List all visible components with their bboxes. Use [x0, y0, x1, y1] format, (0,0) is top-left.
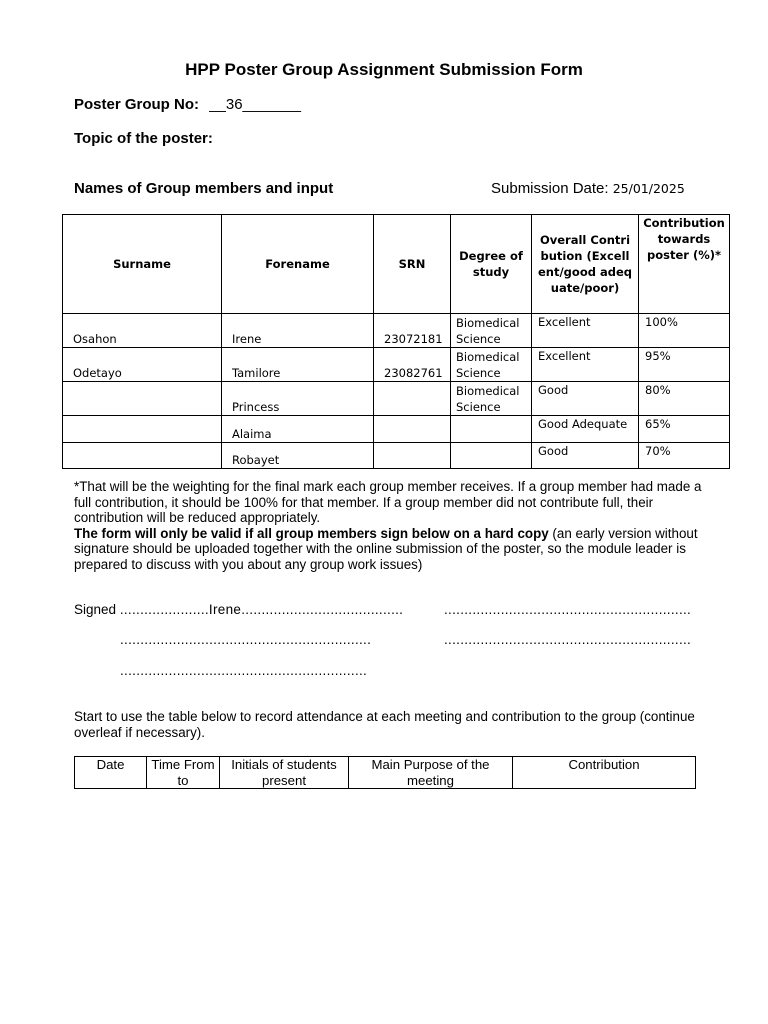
attendance-header-purpose: Main Purpose of the meeting: [349, 757, 513, 789]
header-contribution-percent: Contribution towards poster (%)*: [639, 215, 730, 314]
table-header-row: [63, 215, 730, 314]
table-row: [63, 348, 730, 382]
member-contribution-percent: 100%: [639, 314, 730, 348]
submission-date-label: Submission Date:: [491, 180, 609, 197]
member-contribution-percent: 70%: [639, 443, 730, 469]
member-srn: [374, 443, 451, 469]
member-surname: Odetayo: [63, 348, 222, 382]
poster-group-label: Poster Group No:: [74, 96, 200, 113]
member-surname: Osahon: [63, 314, 222, 348]
weighting-text: *That will be the weighting for the final mark each group member receives. If a group member had made a full contribution, it should be 100% for that member. If a group member did not contribute full, their contribution will be reduced appropriately.: [74, 479, 702, 525]
submission-date: [491, 180, 685, 197]
member-surname: [63, 443, 222, 469]
member-forename: Robayet: [222, 443, 374, 469]
member-degree: [451, 443, 532, 469]
poster-group-value: __36_______: [209, 96, 301, 113]
member-srn: [374, 382, 451, 416]
member-srn: [374, 416, 451, 443]
member-overall-contribution: Excellent: [532, 348, 639, 382]
header-srn: SRN: [374, 215, 451, 314]
attendance-intro: Start to use the table below to record attendance at each meeting and contribution to the group (continue overleaf if necessary).: [74, 709, 695, 740]
header-forename: Forename: [222, 215, 374, 314]
validity-note: [74, 526, 714, 573]
signature-irene: ......................Irene........................................: [119, 602, 404, 617]
header-surname: Surname: [63, 215, 222, 314]
member-forename: Tamilore: [222, 348, 374, 382]
member-overall-contribution: Good: [532, 443, 639, 469]
topic-label: Topic of the poster:: [74, 130, 213, 147]
signature-line-5: .............................................................: [120, 663, 368, 678]
member-surname: [63, 416, 222, 443]
signature-line-3: ..............................................................: [120, 632, 372, 647]
table-row: [63, 416, 730, 443]
member-srn: 23072181: [374, 314, 451, 348]
form-title: HPP Poster Group Assignment Submission Form: [185, 60, 583, 79]
attendance-header-contribution: Contribution: [513, 757, 696, 789]
member-forename: Princess: [222, 382, 374, 416]
member-degree: Biomedical Science: [451, 348, 532, 382]
member-surname: [63, 382, 222, 416]
signature-line-2: .............................................................: [444, 602, 692, 617]
attendance-table: [74, 756, 696, 789]
member-contribution-percent: 65%: [639, 416, 730, 443]
member-overall-contribution: Good: [532, 382, 639, 416]
table-row: [63, 443, 730, 469]
header-overall-contribution: Overall Contribution (Excellent/good adequate/poor): [532, 215, 639, 314]
weighting-note: [74, 479, 714, 572]
member-forename: Alaima: [222, 416, 374, 443]
table-row: [63, 314, 730, 348]
attendance-header-initials: Initials of students present: [220, 757, 349, 789]
validity-rest: (an early version without signature should be uploaded together with the online submission of the poster, so the module leader is prepared to discuss with you about any group work issues): [74, 525, 698, 572]
table-row: [63, 382, 730, 416]
signature-line-1: [74, 602, 403, 617]
member-srn: 23082761: [374, 348, 451, 382]
attendance-header-time: Time From to: [147, 757, 220, 789]
member-overall-contribution: Good Adequate: [532, 416, 639, 443]
member-contribution-percent: 80%: [639, 382, 730, 416]
validity-bold: The form will only be valid if all group members sign below on a hard copy: [74, 525, 549, 541]
submission-date-value: 25/01/2025: [612, 181, 685, 196]
poster-group-number: [74, 96, 301, 113]
signed-label: Signed: [74, 602, 117, 617]
member-forename: Irene: [222, 314, 374, 348]
attendance-header-date: Date: [75, 757, 147, 789]
member-contribution-percent: 95%: [639, 348, 730, 382]
header-degree: Degree of study: [451, 215, 532, 314]
member-overall-contribution: Excellent: [532, 314, 639, 348]
member-degree: Biomedical Science: [451, 382, 532, 416]
group-members-heading: Names of Group members and input: [74, 180, 334, 197]
member-degree: [451, 416, 532, 443]
member-degree: Biomedical Science: [451, 314, 532, 348]
attendance-header-row: [75, 757, 696, 789]
signature-line-4: .............................................................: [444, 632, 692, 647]
group-members-table: [62, 214, 730, 469]
